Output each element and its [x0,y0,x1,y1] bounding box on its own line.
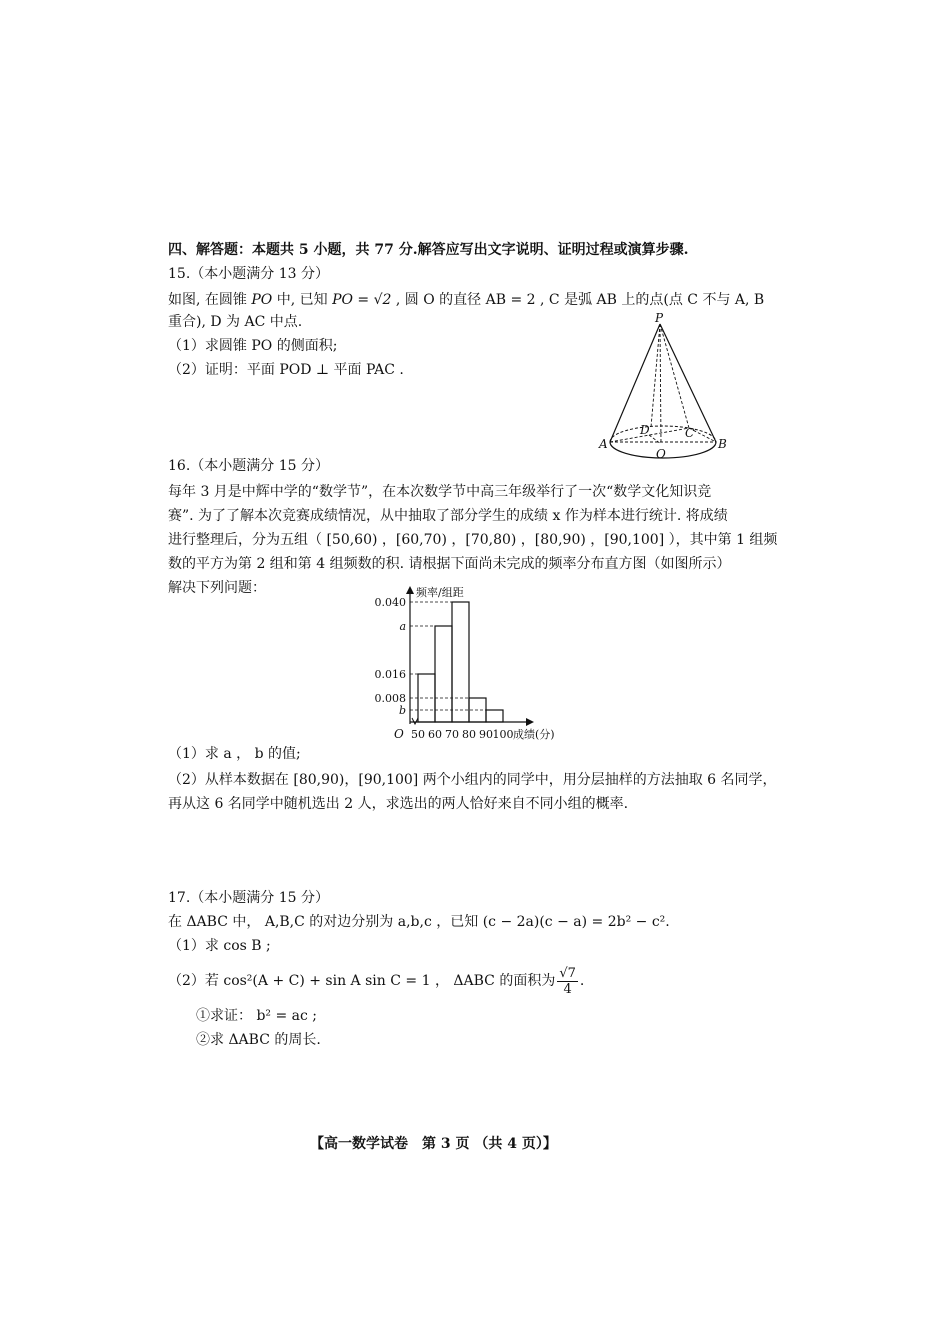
hist-xlabel: 成绩(分) [513,728,555,741]
q16-line4: 数的平方为第 2 组和第 4 组频数的积. 请根据下面尚未完成的频率分布直方图（如图所示） [168,556,731,572]
label-d: D [640,423,650,437]
label-o: O [656,447,666,460]
hist-origin: O [394,727,404,741]
q16-part2: （2）从样本数据在 [80,90)，[90,100] 两个小组内的同学中，用分层抽样的方法抽取 6 名同学， [168,772,777,788]
q17-sub2: ②求 ΔABC 的周长. [196,1032,321,1048]
hist-x-tick-label: 50 [411,728,425,741]
label-b: B [718,437,727,451]
q15-title: 15.（本小题满分 13 分） [168,266,329,282]
q16-line1: 每年 3 月是中辉中学的“数学节”，在本次数学节中高三年级举行了一次“数学文化知识竞 [168,484,712,500]
q16-part1: （1）求 a ， b 的值; [168,746,301,762]
q16-title: 16.（本小题满分 15 分） [168,458,329,474]
hist-bar [435,626,452,722]
q17-part1: （1）求 cos B ; [168,938,271,954]
area-fraction-denominator: 4 [563,981,572,997]
hist-y-tick-label: 0.008 [374,692,406,705]
area-fraction-numerator: √7 [559,965,576,981]
section-header: 四、解答题：本题共 5 小题，共 77 分.解答应写出文字说明、证明过程或演算步骤. [168,242,689,258]
hist-x-tick-label: 70 [445,728,459,741]
hist-x-tick-label: 90 [479,728,493,741]
hist-x-tick-label: 80 [462,728,476,741]
q17-part2-suffix: . [579,973,585,989]
q15-stem-b: PO [251,292,273,308]
hist-bar [452,602,469,722]
q15-stem-c: 中, 已知 [272,292,333,308]
q17-stem: 在 ΔABC 中， A,B,C 的对边分别为 a,b,c ，已知 (c − 2a)(c − a) = 2b² − c². [168,914,670,930]
label-c: C [685,426,695,440]
hist-ylabel: 频率/组距 [416,586,464,599]
hist-y-tick-label: a [399,620,406,633]
label-a: A [599,437,608,451]
q17-part2-prefix: （2）若 cos²(A + C) + sin A sin C = 1 ， ΔABC 的面积为 [168,973,556,989]
q15-stem-e: , 圆 O 的直径 AB = 2 , C 是弧 AB 上的点(点 C 不与 A, B [391,292,765,308]
label-p: P [655,311,664,325]
q17-sub1: ①求证： b² = ac ; [196,1008,318,1024]
q15-stem-line1 [168,290,764,310]
frequency-histogram [374,584,574,746]
q15-part1: （1）求圆锥 PO 的侧面积; [168,338,338,354]
q17-title: 17.（本小题满分 15 分） [168,890,329,906]
page-footer: 【高一数学试卷 第 3 页 （共 4 页）】 [310,1136,557,1152]
hist-bar [486,710,503,722]
q16-line5: 解决下列问题： [168,580,266,596]
q17-part2 [168,964,584,998]
q16-part2b: 再从这 6 名同学中随机选出 2 人，求选出的两人恰好来自不同小组的概率. [168,796,629,812]
q16-line2: 赛”. 为了了解本次竞赛成绩情况，从中抽取了部分学生的成绩 x 作为样本进行统计. 将成绩 [168,508,728,524]
q16-line3: 进行整理后，分为五组（ [50,60) ，[60,70) ，[70,80) ，[80,90) ，[90,100] ），其中第 1 组频 [168,532,778,548]
cone-figure [592,310,732,460]
hist-y-tick-label: 0.040 [374,596,406,609]
hist-x-tick-label: 100 [492,728,514,741]
q15-stem-line2: 重合), D 为 AC 中点. [168,314,303,330]
area-fraction [557,966,578,997]
hist-y-tick-label: b [398,704,406,717]
hist-y-tick-label: 0.016 [374,668,406,681]
q15-stem-d: PO = √2 [332,292,392,308]
hist-x-tick-label: 60 [428,728,442,741]
q15-part2: （2）证明：平面 POD ⊥ 平面 PAC . [168,362,404,378]
q15-stem-a: 如图, 在圆锥 [168,292,252,308]
